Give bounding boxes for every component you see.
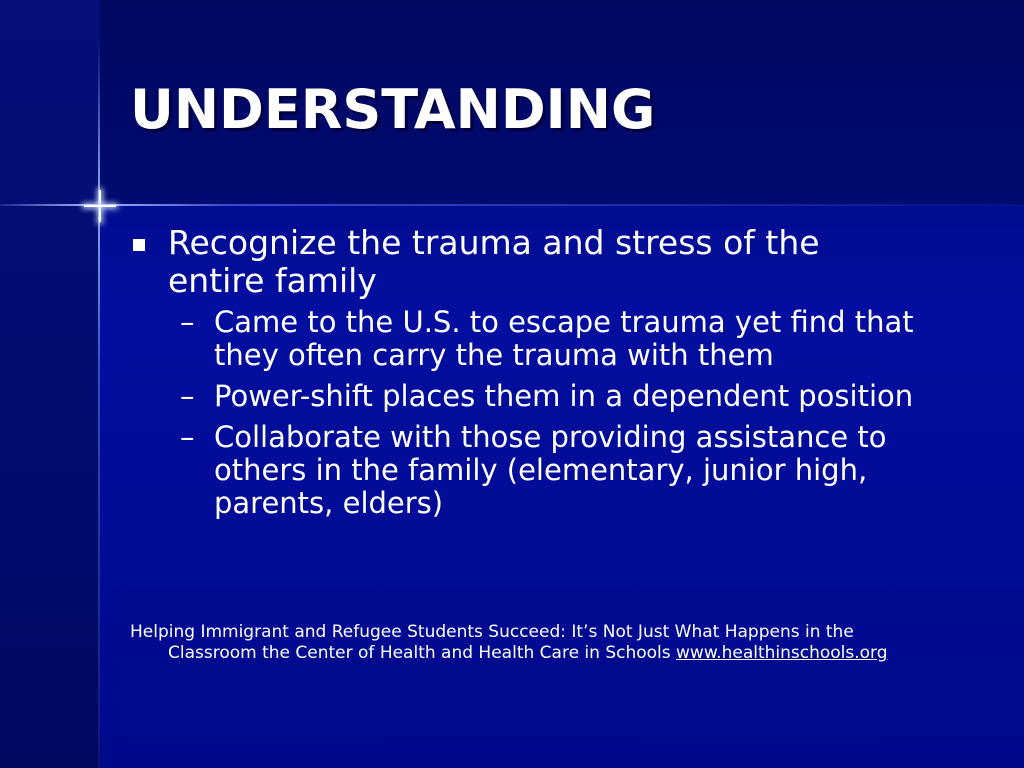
sub-bullet-item: [130, 421, 960, 520]
main-bullet-line-1: Recognize the trauma and stress of the: [168, 223, 820, 262]
citation-line-1: Helping Immigrant and Refugee Students Succeed: It’s Not Just What Happens in the: [130, 622, 854, 642]
sub-bullet-line: parents, elders): [214, 486, 444, 520]
citation: [130, 622, 930, 664]
sub-bullet-line: they often carry the trauma with them: [214, 338, 774, 372]
sparkle-star-horizontal: [84, 205, 116, 207]
left-band: [0, 0, 100, 768]
sub-bullet-line: others in the family (elementary, junior high,: [214, 453, 868, 487]
citation-text: Classroom the Center of Health and Health Care in Schools: [168, 643, 671, 663]
slide-title: UNDERSTANDING: [130, 78, 656, 141]
dash-bullet: –: [180, 305, 195, 339]
citation-line-2: [130, 643, 930, 664]
main-bullet: [130, 224, 960, 300]
vertical-accent-line: [98, 40, 100, 768]
sub-bullet-line: Collaborate with those providing assistance to: [214, 420, 887, 454]
sparkle-star-icon: [84, 190, 116, 222]
sub-bullet-list: [130, 306, 960, 520]
dash-bullet: –: [180, 379, 195, 413]
slide-body: [130, 224, 960, 528]
sub-bullet-line: Power-shift places them in a dependent position: [214, 379, 914, 413]
sub-bullet-item: [130, 306, 960, 372]
horizontal-accent-line: [0, 204, 1024, 206]
sub-bullet-item: [130, 380, 960, 413]
square-bullet-icon: [133, 239, 145, 251]
main-bullet-line-2: entire family: [168, 261, 377, 300]
citation-link[interactable]: www.healthinschools.org: [676, 643, 888, 663]
dash-bullet: –: [180, 420, 195, 454]
sub-bullet-line: Came to the U.S. to escape trauma yet find that: [214, 305, 914, 339]
